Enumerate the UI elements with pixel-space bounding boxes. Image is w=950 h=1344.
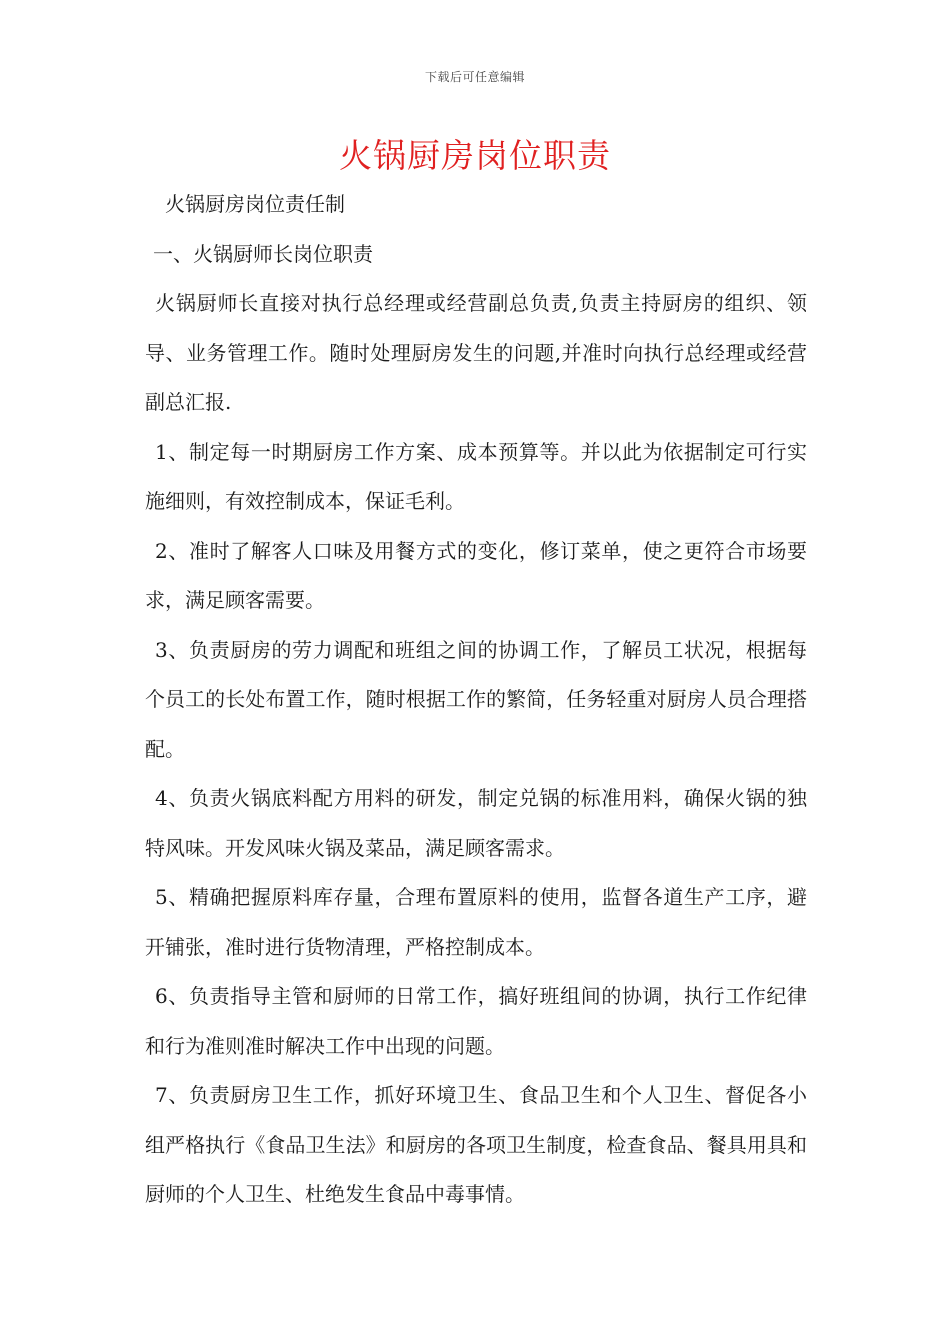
duty-item-1: 1、制定每一时期厨房工作方案、成本预算等。并以此为依据制定可行实施细则，有效控制成本，保证毛利。 bbox=[145, 439, 807, 513]
document-body bbox=[145, 180, 807, 1220]
page-title: 火锅厨房岗位职责 bbox=[339, 136, 611, 175]
intro-paragraph: 火锅厨师长直接对执行总经理或经营副总负责,负责主持厨房的组织、领导、业务管理工作。随时处理厨房发生的问题,并准时向执行总经理或经营副总汇报. bbox=[145, 291, 807, 414]
section-heading: 一、火锅厨师长岗位职责 bbox=[153, 241, 373, 266]
duty-item-2: 2、准时了解客人口味及用餐方式的变化，修订菜单，使之更符合市场要求，满足顾客需要。 bbox=[145, 538, 807, 612]
duty-item-5: 5、精确把握原料库存量，合理布置原料的使用，监督各道生产工序，避开铺张，准时进行货物清理，严格控制成本。 bbox=[145, 885, 807, 959]
document-subtitle: 火锅厨房岗位责任制 bbox=[165, 192, 345, 216]
duty-item-4: 4、负责火锅底料配方用料的研发，制定兑锅的标准用料，确保火锅的独特风味。开发风味火锅及菜品，满足顾客需求。 bbox=[145, 786, 807, 860]
duty-item-6: 6、负责指导主管和厨师的日常工作，搞好班组间的协调，执行工作纪律和行为准则准时解决工作中出现的问题。 bbox=[145, 984, 807, 1058]
duty-item-7: 7、负责厨房卫生工作，抓好环境卫生、食品卫生和个人卫生、督促各小组严格执行《食品卫生法》和厨房的各项卫生制度，检查食品、餐具用具和厨师的个人卫生、杜绝发生食品中毒事情。 bbox=[145, 1083, 807, 1206]
header-note: 下载后可任意编辑 bbox=[424, 70, 525, 84]
duty-item-3: 3、负责厨房的劳力调配和班组之间的协调工作，了解员工状况，根据每个员工的长处布置工作，随时根据工作的繁简，任务轻重对厨房人员合理搭配。 bbox=[145, 637, 807, 761]
